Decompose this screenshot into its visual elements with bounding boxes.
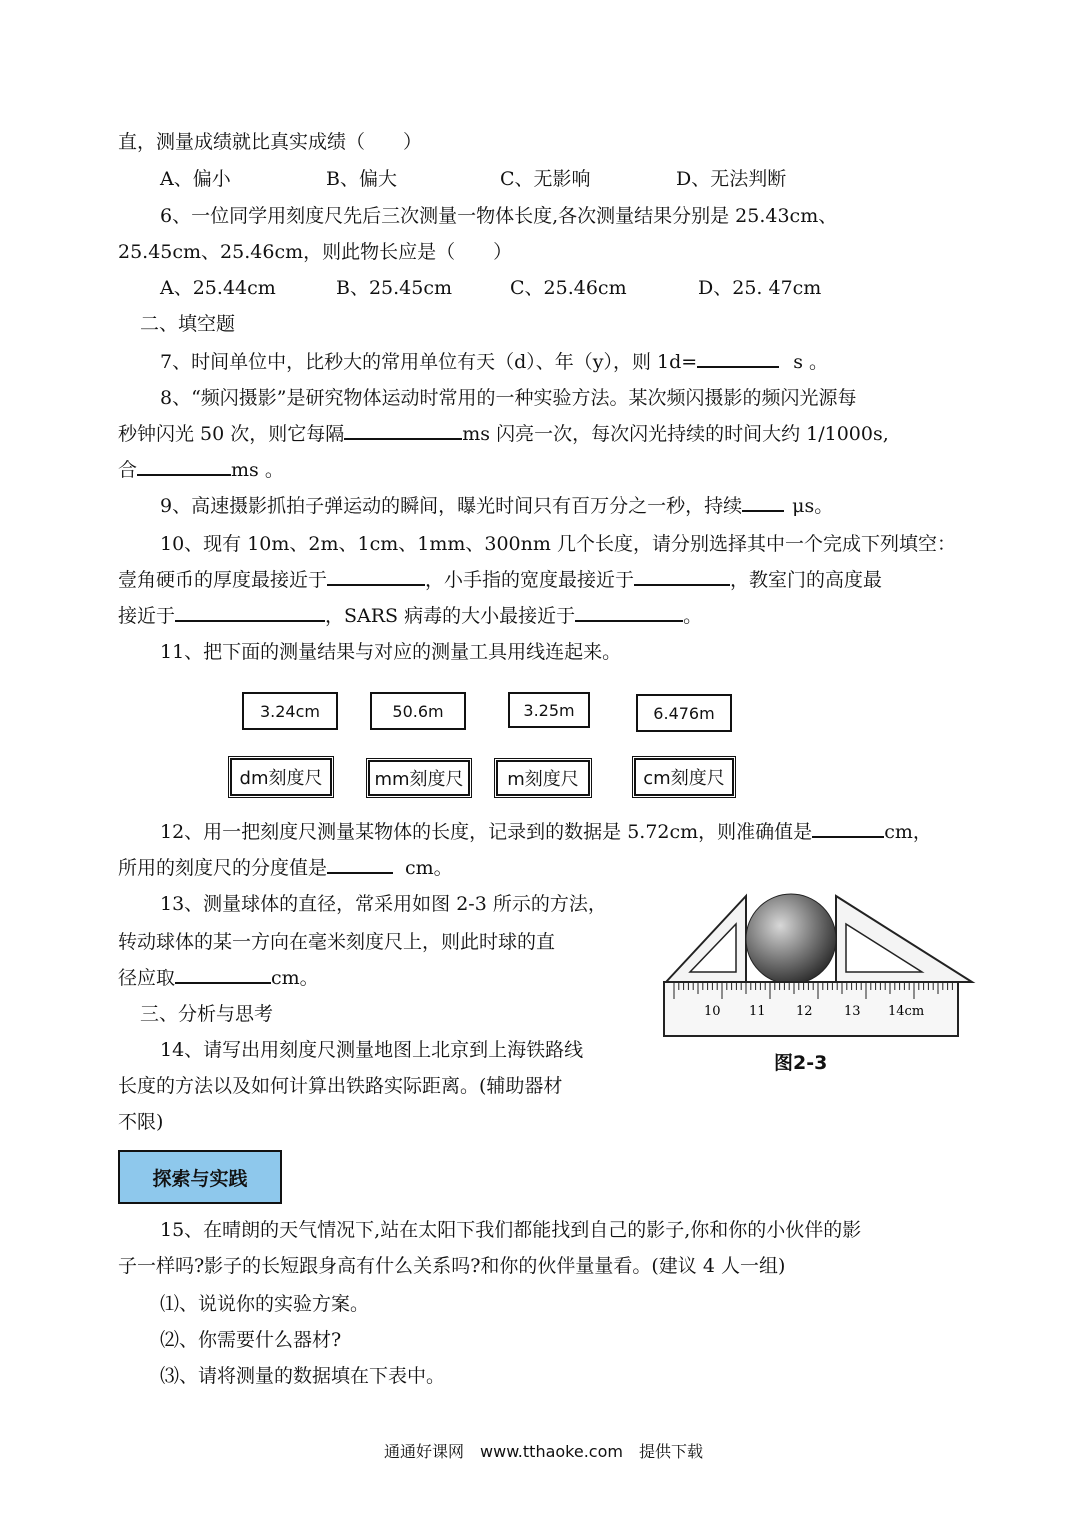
q12-text-d: cm。 (405, 857, 453, 879)
ball (746, 894, 836, 984)
q8-line3 (118, 456, 284, 484)
q14-line2: 长度的方法以及如何计算出铁路实际距离。(辅助器材 (118, 1075, 563, 1097)
tool-box-3[interactable]: m刻度尺 (496, 760, 590, 796)
q7-blank[interactable] (697, 348, 779, 368)
q8-text-a: 秒钟闪光 50 次，则它每隔 (118, 423, 345, 445)
q6-line1: 6、一位同学用刻度尺先后三次测量一物体长度,各次测量结果分别是 25.43cm、 (160, 205, 838, 227)
q13-line3 (118, 964, 319, 992)
q15-item-2: ⑵、你需要什么器材? (160, 1329, 342, 1351)
q12-text-a: 12、用一把刻度尺测量某物体的长度，记录到的数据是 5.72cm，则准确值是 (160, 821, 813, 843)
q9-text-b: μs。 (792, 495, 834, 517)
q8-text-b: ms 闪亮一次，每次闪光持续的时间大约 1/1000s, (462, 423, 889, 445)
q6-option-a: A、25.44cm (160, 277, 276, 299)
q10-line2 (118, 566, 882, 594)
q10-line3 (118, 602, 702, 630)
q8-blank-2[interactable] (137, 456, 231, 476)
result-box-3[interactable]: 3.25m (508, 692, 590, 728)
tick-label-13: 13 (844, 1004, 861, 1019)
page-footer: 通通好课网 www.tthaoke.com 提供下载 (384, 1442, 703, 1461)
tool-box-2[interactable]: mm刻度尺 (368, 760, 470, 796)
q12-line1 (160, 818, 932, 846)
q5-option-d: D、无法判断 (676, 168, 787, 190)
explore-practice-label: 探索与实践 (118, 1150, 282, 1204)
q13-text-a: 径应取 (118, 967, 176, 989)
ruler (664, 982, 958, 1036)
q13-text-b: cm。 (271, 967, 319, 989)
q10-text-f: 。 (683, 605, 703, 627)
result-box-4[interactable]: 6.476m (636, 694, 732, 732)
tool-box-1[interactable]: dm刻度尺 (230, 758, 332, 796)
q14-line1: 14、请写出用刻度尺测量地图上北京到上海铁路线 (160, 1039, 584, 1061)
result-box-1[interactable]: 3.24cm (242, 692, 338, 730)
q12-text-c: 所用的刻度尺的分度值是 (118, 857, 328, 879)
q15-line2: 子一样吗?影子的长短跟身高有什么关系吗?和你的伙伴量量看。(建议 4 人一组) (118, 1255, 786, 1277)
q15-line1: 15、在晴朗的天气情况下,站在太阳下我们都能找到自己的影子,你和你的小伙伴的影 (160, 1219, 862, 1241)
left-set-square (666, 896, 746, 982)
q7-line (160, 348, 828, 376)
q12-blank-1[interactable] (812, 818, 884, 838)
q9-text-a: 9、高速摄影抓拍子弹运动的瞬间，曝光时间只有百万分之一秒，持续 (160, 495, 743, 517)
q10-blank-2[interactable] (634, 566, 730, 586)
q6-line2: 25.45cm、25.46cm，则此物长应是（ ） (118, 241, 513, 263)
q15-item-3: ⑶、请将测量的数据填在下表中。 (160, 1365, 446, 1387)
q10-text-c: ，教室门的高度最 (730, 569, 883, 591)
q9-blank[interactable] (742, 492, 784, 512)
q6-option-b: B、25.45cm (336, 277, 453, 299)
q14-line3: 不限) (118, 1111, 164, 1133)
q10-text-d: 接近于 (118, 605, 176, 627)
section-3-heading: 三、分析与思考 (140, 1003, 274, 1025)
q10-line1: 10、现有 10m、2m、1cm、1mm、300nm 几个长度，请分别选择其中一个完成下列填空： (160, 533, 956, 555)
q7-text-b: s 。 (793, 351, 828, 373)
figure-ball-ruler (660, 890, 980, 1040)
q5-option-a: A、偏小 (160, 168, 231, 190)
q10-blank-3[interactable] (175, 602, 325, 622)
q12-line2 (118, 854, 453, 882)
q8-blank-1[interactable] (344, 420, 462, 440)
tick-label-11: 11 (749, 1004, 766, 1019)
q10-blank-1[interactable] (327, 566, 425, 586)
q8-line1: 8、“频闪摄影”是研究物体运动时常用的一种实验方法。某次频闪摄影的频闪光源每 (160, 387, 857, 409)
tick-label-14: 14cm (888, 1004, 925, 1019)
q6-option-c: C、25.46cm (510, 277, 627, 299)
q10-text-e: ，SARS 病毒的大小最接近于 (325, 605, 576, 627)
q12-text-b: cm， (884, 821, 932, 843)
q11-text: 11、把下面的测量结果与对应的测量工具用线连起来。 (160, 641, 622, 663)
tick-label-10: 10 (704, 1004, 721, 1019)
q5-option-c: C、无影响 (500, 168, 591, 190)
q13-line1: 13、测量球体的直径，常采用如图 2-3 所示的方法， (160, 893, 607, 915)
q6-option-d: D、25. 47cm (698, 277, 822, 299)
q13-blank[interactable] (175, 964, 271, 984)
q5-text: 直，测量成绩就比真实成绩（ ） (118, 131, 423, 153)
q8-text-c: 合 (118, 459, 138, 481)
right-set-square (836, 896, 972, 982)
q8-line2 (118, 420, 889, 448)
q5-option-b: B、偏大 (326, 168, 397, 190)
q12-blank-2[interactable] (327, 854, 393, 874)
q8-text-d: ms 。 (231, 459, 284, 481)
q9-line (160, 492, 833, 520)
figure-caption: 图2-3 (774, 1052, 828, 1074)
q10-text-a: 壹角硬币的厚度最接近于 (118, 569, 328, 591)
q13-line2: 转动球体的某一方向在毫米刻度尺上，则此时球的直 (118, 931, 556, 953)
q7-text-a: 7、时间单位中，比秒大的常用单位有天（d）、年（y），则 1d= (160, 351, 698, 373)
result-box-2[interactable]: 50.6m (370, 692, 466, 730)
section-2-heading: 二、填空题 (140, 313, 236, 335)
tick-label-12: 12 (796, 1004, 813, 1019)
q10-blank-4[interactable] (575, 602, 683, 622)
tool-box-4[interactable]: cm刻度尺 (634, 758, 734, 796)
q10-text-b: ，小手指的宽度最接近于 (425, 569, 635, 591)
q15-item-1: ⑴、说说你的实验方案。 (160, 1293, 370, 1315)
